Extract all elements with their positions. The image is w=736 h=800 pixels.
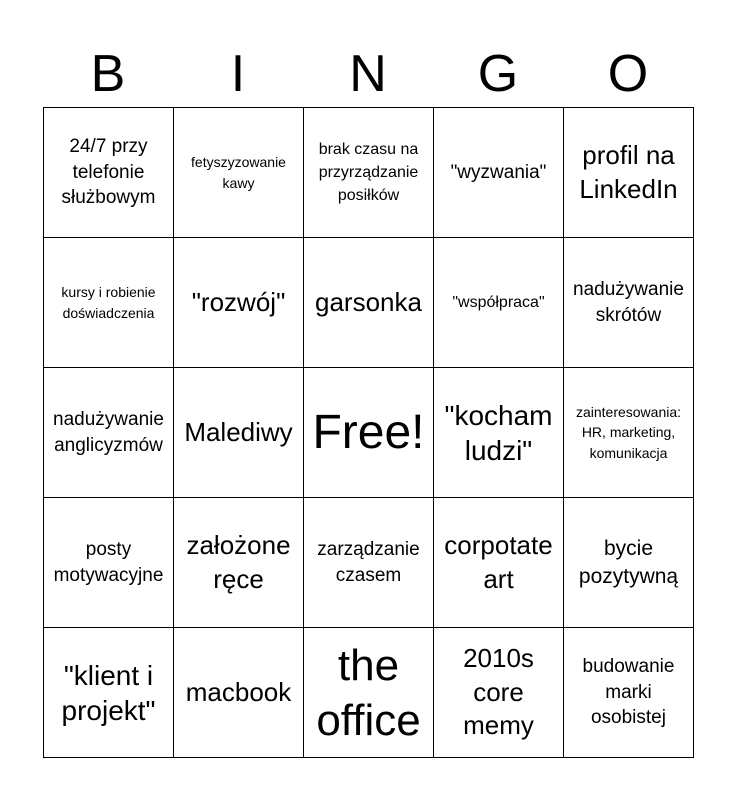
bingo-cell[interactable]: [564, 368, 694, 498]
header-letter-i: I: [230, 45, 246, 103]
free-space-text: Free!: [312, 405, 425, 459]
bingo-cell-text: nadużywanie skrótów: [573, 278, 684, 326]
bingo-cell[interactable]: [44, 498, 174, 628]
bingo-cell[interactable]: [44, 368, 174, 498]
bingo-cell[interactable]: [174, 498, 304, 628]
bingo-cell[interactable]: [304, 238, 434, 368]
bingo-cell-text: 2010s core memy: [463, 642, 534, 741]
bingo-cell-text: "rozwój": [191, 286, 286, 317]
bingo-cell-text: "kocham ludzi": [444, 399, 553, 466]
bingo-cell-text: macbook: [185, 676, 292, 707]
bingo-cell[interactable]: [564, 498, 694, 628]
bingo-cell[interactable]: [564, 108, 694, 238]
bingo-cell-text: fetyszyzowanie kawy: [191, 154, 286, 191]
bingo-cell[interactable]: [174, 628, 304, 758]
bingo-cell[interactable]: [304, 108, 434, 238]
bingo-cell-text: brak czasu na przyrządzanie posiłków: [318, 140, 419, 205]
header-letter-g: G: [477, 45, 519, 103]
bingo-header: [43, 40, 693, 108]
bingo-cell[interactable]: [434, 628, 564, 758]
bingo-cell-text: profil na LinkedIn: [579, 139, 678, 204]
bingo-cell[interactable]: [304, 628, 434, 758]
bingo-cell[interactable]: [44, 108, 174, 238]
free-space-cell[interactable]: [304, 368, 434, 498]
bingo-cell-text: kursy i robienie doświadczenia: [61, 284, 156, 321]
bingo-cell-text: posty motywacyjne: [53, 538, 164, 586]
bingo-cell-text: 24/7 przy telefonie służbowym: [61, 136, 156, 209]
bingo-cell[interactable]: [174, 108, 304, 238]
header-letter-o: O: [607, 45, 649, 103]
bingo-cell-text: bycie pozytywną: [578, 537, 679, 588]
bingo-cell[interactable]: [434, 498, 564, 628]
bingo-cell-text: the office: [316, 640, 421, 745]
bingo-cell-text: corpotate art: [444, 529, 553, 594]
bingo-cell[interactable]: [564, 628, 694, 758]
bingo-cell[interactable]: [44, 628, 174, 758]
bingo-cell-text: nadużywanie anglicyzmów: [53, 408, 164, 456]
bingo-cell-text: założone ręce: [186, 529, 291, 594]
header-letter-b: B: [90, 45, 126, 103]
bingo-cell-text: zainteresowania: HR, marketing, komunikacja: [575, 404, 682, 461]
bingo-cell-text: "klient i projekt": [61, 659, 156, 726]
bingo-cell[interactable]: [434, 238, 564, 368]
bingo-cell[interactable]: [174, 368, 304, 498]
bingo-board: [43, 107, 694, 758]
bingo-cell[interactable]: [44, 238, 174, 368]
header-letter-n: N: [349, 45, 387, 103]
bingo-cell-text: zarządzanie czasem: [317, 538, 420, 586]
bingo-cell-text: budowanie marki osobistej: [582, 656, 675, 729]
bingo-cell[interactable]: [564, 238, 694, 368]
bingo-cell-text: "współpraca": [452, 293, 545, 311]
bingo-cell-text: garsonka: [315, 286, 422, 317]
bingo-cell[interactable]: [304, 498, 434, 628]
bingo-cell[interactable]: [434, 368, 564, 498]
bingo-cell-text: "wyzwania": [450, 161, 547, 183]
bingo-cell[interactable]: [434, 108, 564, 238]
bingo-cell-text: Malediwy: [184, 416, 293, 447]
bingo-cell[interactable]: [174, 238, 304, 368]
